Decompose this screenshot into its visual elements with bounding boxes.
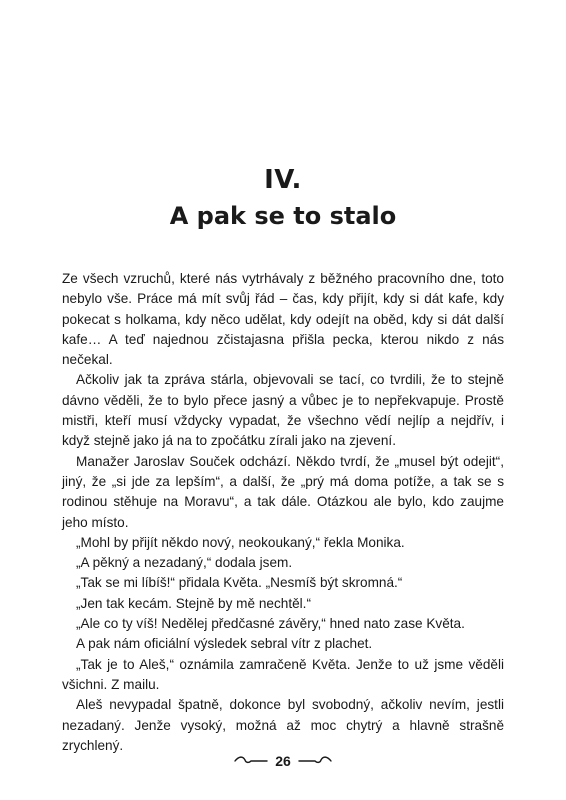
chapter-body — [62, 269, 504, 756]
paragraph: „Mohl by přijít někdo nový, neokoukaný,“ řekla Monika. — [76, 534, 405, 550]
paragraph: „Tak je to Aleš,“ oznámila zamračeně Květa. Jenže to už jsme věděli všichni. Z mailu. — [62, 656, 504, 692]
paragraph: „Ale co ty víš! Nedělej předčasné závěry,“ hned nato zase Květa. — [76, 616, 465, 632]
right-swirl-ornament-icon — [297, 755, 333, 767]
chapter-number: IV. — [264, 165, 302, 195]
paragraph: „Tak se mi líbíš!“ přidala Květa. „Nesmíš být skromná.“ — [76, 575, 403, 591]
paragraph: A pak nám oficiální výsledek sebral vítr z plachet. — [76, 636, 373, 652]
paragraph: Ačkoliv jak ta zpráva stárla, objevovali se tací, co tvrdili, že to stejně dávno věděli, že to bylo přece jasný a vůbec je to nepřekvapuje. Prostě mistři, kteří musí vždycky vypadat, že všechno vědí nejlíp a nejdřív, i když stejně jako já na to zpočátku zírali jako na zjevení. — [62, 372, 504, 449]
paragraph: Manažer Jaroslav Souček odchází. Někdo tvrdí, že „musel být odejit“, jiný, že „si jde za lepším“, a další, že „prý má doma potíže, a tak se s rodinou stěhuje na Moravu“, a tak dále. Otázkou ale bylo, kdo zaujme jeho místo. — [62, 453, 504, 530]
paragraph: Ze všech vzruchů, které nás vytrhávaly z běžného pracovního dne, toto nebylo vše. Práce má mít svůj řád – čas, kdy přijít, kdy si dát kafe, kdy pokecat s holkama, kdy něco udělat, kdy odejít na oběd, kdy si dát další kafe… A teď najednou zčistajasna přišla pecka, kterou nikdo z nás nečekal. — [62, 271, 504, 368]
paragraph: „A pěkný a nezadaný,“ dodala jsem. — [76, 555, 293, 571]
paragraph: Aleš nevypadal špatně, dokonce byl svobodný, ačkoliv nevím, jestli nezadaný. Jenže vysoký, možná až moc chytrý a hlavně strašně zrychlený. — [62, 697, 504, 753]
chapter-title: A pak se to stalo — [169, 202, 397, 230]
page-number: 26 — [275, 753, 291, 769]
page-footer — [0, 753, 566, 769]
left-swirl-ornament-icon — [233, 755, 269, 767]
paragraph: „Jen tak kecám. Stejně by mě nechtěl.“ — [76, 595, 311, 611]
